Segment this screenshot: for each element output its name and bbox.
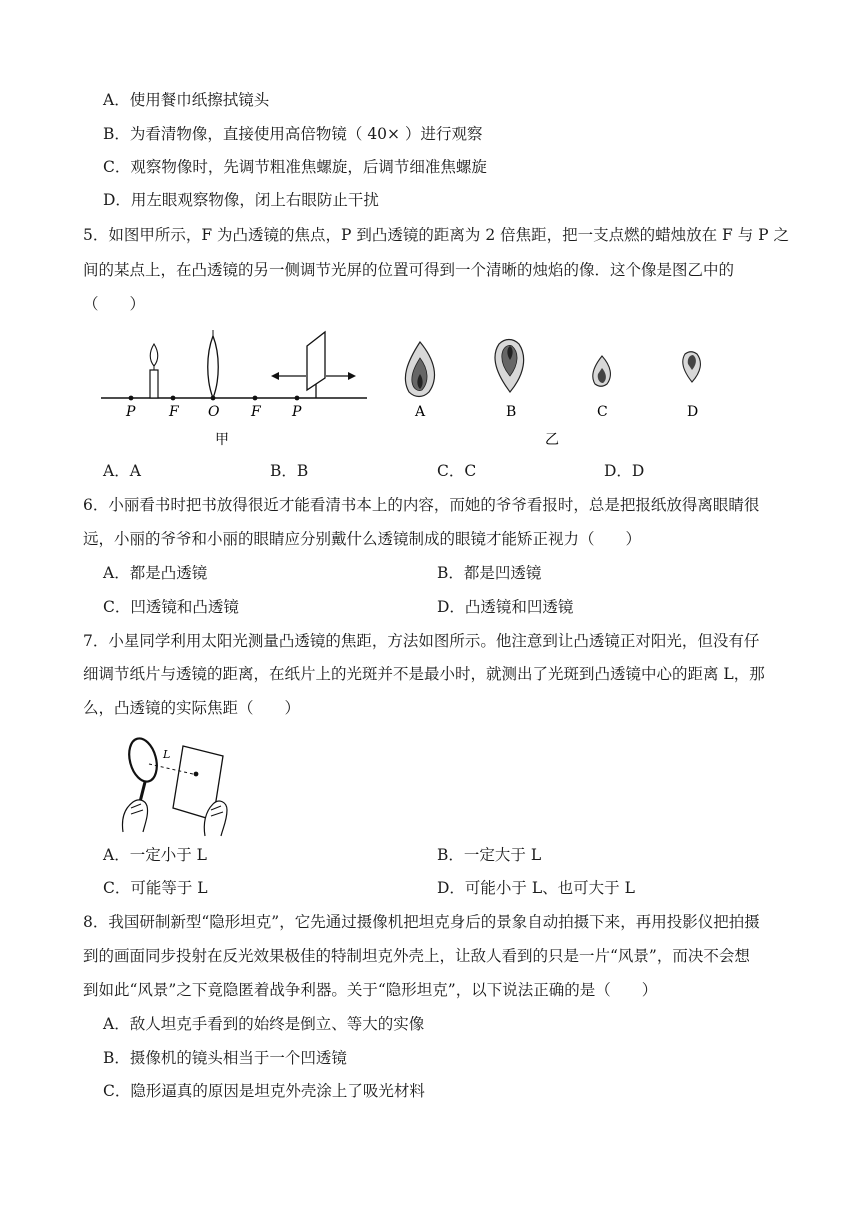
q8-option-b: B．摄像机的镜头相当于一个凹透镜: [103, 1049, 347, 1067]
q7-option-a: A．一定小于 L: [103, 846, 207, 864]
q8-stem-line2: 到的画面同步投射在反光效果极佳的特制坦克外壳上，让敌人看到的只是一片“风景”，而决不会想: [83, 947, 750, 965]
axis-label-o: O: [208, 404, 220, 420]
q6-option-a: A．都是凸透镜: [103, 564, 208, 582]
light-screen-icon: [307, 332, 325, 398]
q6-stem-line1: 6．小丽看书时把书放得很近才能看清书本上的内容，而她的爷爷看报时，总是把报纸放得离眼睛很: [83, 496, 760, 514]
figure-magnifier-paper: [105, 728, 240, 838]
candle-icon: [150, 344, 158, 398]
flame-label-d: D: [687, 404, 699, 420]
left-hand-icon: [122, 800, 147, 832]
q8-option-c: C．隐形逼真的原因是坦克外壳涂上了吸光材料: [103, 1082, 425, 1100]
flame-d-icon: [683, 352, 701, 382]
q4-option-d: D．用左眼观察物像，闭上右眼防止干扰: [103, 191, 379, 209]
figure-yi-caption: 乙: [545, 432, 559, 448]
figure-label-l: L: [163, 748, 171, 761]
q6-option-c: C．凹透镜和凸透镜: [103, 598, 239, 616]
magnifying-glass-icon: [125, 735, 162, 806]
figure-jia-caption: 甲: [215, 432, 229, 448]
flame-label-a: A: [415, 404, 426, 420]
q5-option-a: A．A: [103, 462, 141, 480]
q4-option-c: C．观察物像时，先调节粗准焦螺旋，后调节细准焦螺旋: [103, 158, 487, 176]
q4-option-b: B．为看清物像，直接使用高倍物镜（ 40× ）进行观察: [103, 125, 483, 143]
flame-c-icon: [593, 356, 611, 386]
q5-stem-line2: 间的某点上，在凸透镜的另一侧调节光屏的位置可得到一个清晰的烛焰的像．这个像是图乙中的: [83, 261, 735, 279]
flame-b-icon: [495, 340, 524, 393]
q5-option-d: D．D: [604, 462, 645, 480]
axis-label-p2: P: [292, 404, 302, 420]
q5-option-b: B．B: [270, 462, 309, 480]
convex-lens-icon: [208, 336, 219, 398]
q8-stem-line1: 8．我国研制新型“隐形坦克”，它先通过摄像机把坦克身后的景象自动拍摄下来，再用投影仪把拍摄: [83, 913, 760, 931]
q5-option-c: C．C: [437, 462, 477, 480]
q6-stem-line2: 远，小丽的爷爷和小丽的眼睛应分别戴什么透镜制成的眼镜才能矫正视力（ ）: [83, 530, 642, 548]
figure-yi-flames: [395, 330, 725, 455]
q4-option-a: A．使用餐巾纸擦拭镜头: [103, 91, 270, 109]
q7-stem-line3: 么，凸透镜的实际焦距（ ）: [83, 699, 301, 717]
q7-option-d: D．可能小于 L、也可大于 L: [437, 879, 635, 897]
flame-label-b: B: [506, 404, 517, 420]
q7-stem-line2: 细调节纸片与透镜的距离，在纸片上的光斑并不是最小时，就测出了光斑到凸透镜中心的距离 L，那: [83, 665, 765, 683]
q7-option-c: C．可能等于 L: [103, 879, 208, 897]
axis-label-f2: F: [251, 404, 261, 420]
q5-stem-line3: （ ）: [83, 295, 146, 313]
q6-option-d: D．凸透镜和凹透镜: [437, 598, 574, 616]
q6-option-b: B．都是凹透镜: [437, 564, 542, 582]
q7-stem-line1: 7．小星同学利用太阳光测量凸透镜的焦距，方法如图所示。他注意到让凸透镜正对阳光，但没有仔: [83, 632, 760, 650]
q8-stem-line3: 到如此“风景”之下竟隐匿着战争利器。关于“隐形坦克”，以下说法正确的是（ ）: [83, 981, 658, 999]
axis-label-p1: P: [126, 404, 136, 420]
q8-option-a: A．敌人坦克手看到的始终是倒立、等大的实像: [103, 1015, 425, 1033]
q5-stem-line1: 5．如图甲所示，F 为凸透镜的焦点，P 到凸透镜的距离为 2 倍焦距，把一支点燃的蜡烛放在 F 与 P 之: [83, 226, 790, 244]
figure-jia-optical-bench: [95, 320, 375, 450]
q7-option-b: B．一定大于 L: [437, 846, 542, 864]
flame-label-c: C: [597, 404, 608, 420]
axis-label-f1: F: [169, 404, 179, 420]
flame-a-icon: [405, 342, 434, 397]
